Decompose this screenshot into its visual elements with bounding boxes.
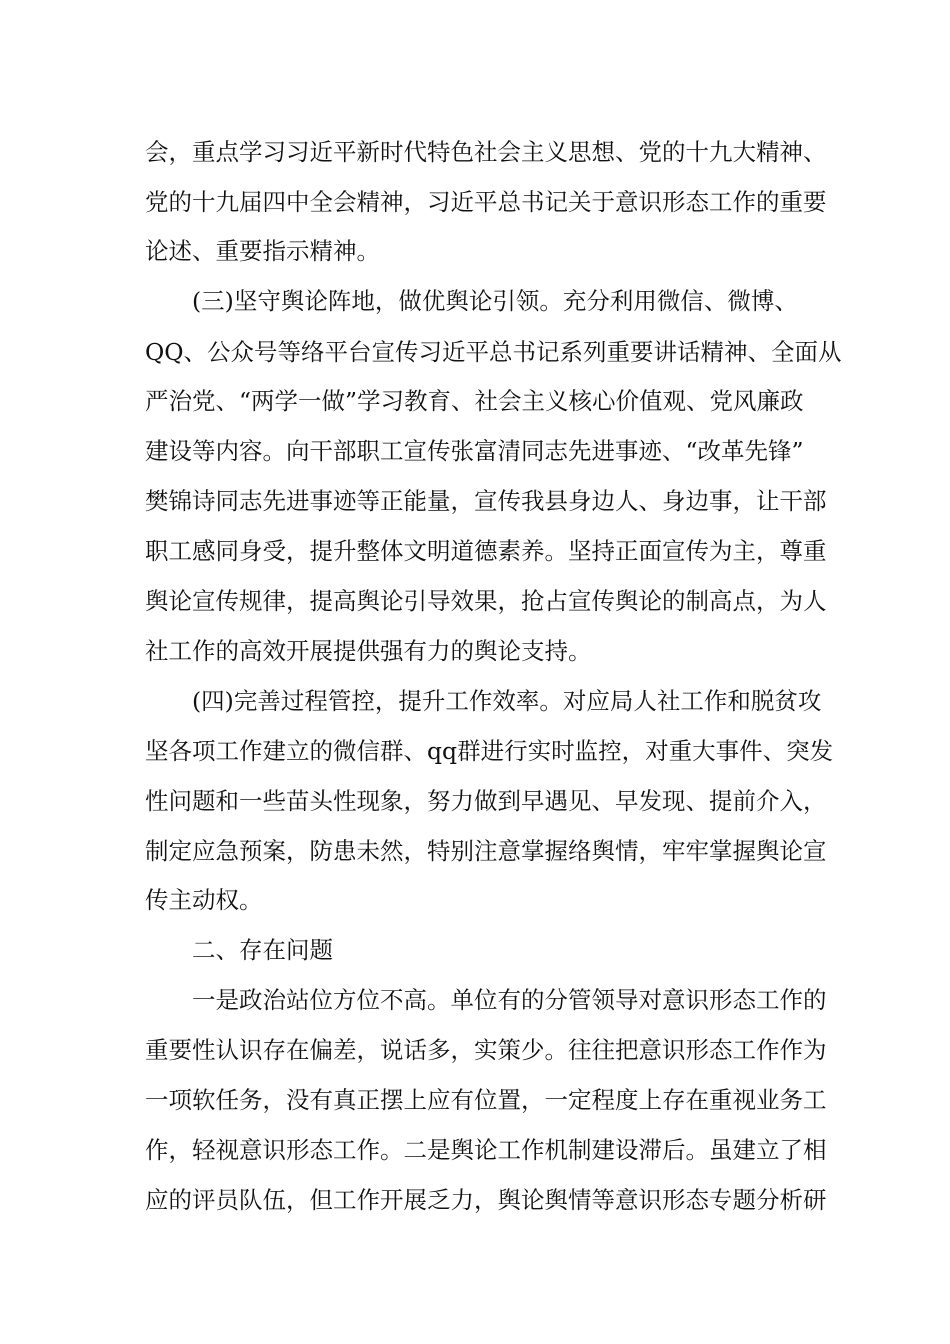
text-line: 舆论宣传规律，提高舆论引导效果，抢占宣传舆论的制高点，为人 bbox=[145, 587, 827, 615]
section-heading: 二、存在问题 bbox=[192, 936, 333, 964]
text-line: 会，重点学习习近平新时代特色社会主义思想、党的十九大精神、 bbox=[145, 138, 827, 166]
text-line: 作，轻视意识形态工作。二是舆论工作机制建设滞后。虽建立了相 bbox=[145, 1136, 827, 1164]
text-line: QQ、公众号等络平台宣传习近平总书记系列重要讲话精神、全面从 bbox=[145, 338, 842, 366]
text-line: 建设等内容。向干部职工宣传张富清同志先进事迹、“改革先锋” bbox=[145, 437, 804, 465]
text-line: 传主动权。 bbox=[145, 886, 263, 914]
text-line: 性问题和一些苗头性现象，努力做到早遇见、早发现、提前介入， bbox=[145, 787, 827, 815]
text-line: 应的评员队伍，但工作开展乏力，舆论舆情等意识形态专题分析研 bbox=[145, 1186, 827, 1214]
text-line: 严治党、“两学一做”学习教育、社会主义核心价值观、党风廉政 bbox=[145, 387, 804, 415]
text-line: 社工作的高效开展提供强有力的舆论支持。 bbox=[145, 637, 592, 665]
text-line: 重要性认识存在偏差，说话多，实策少。往往把意识形态工作作为 bbox=[145, 1036, 827, 1064]
text-line: 党的十九届四中全会精神，习近平总书记关于意识形态工作的重要 bbox=[145, 188, 827, 216]
text-line: 论述、重要指示精神。 bbox=[145, 237, 380, 265]
text-line: 樊锦诗同志先进事迹等正能量，宣传我县身边人、身边事，让干部 bbox=[145, 487, 827, 515]
text-line: 坚各项工作建立的微信群、qq群进行实时监控，对重大事件、突发 bbox=[145, 737, 834, 765]
paragraph-heading: (三)坚守舆论阵地，做优舆论引领。充分利用微信、微博、 bbox=[192, 287, 798, 315]
text-line: 职工感同身受，提升整体文明道德素养。坚持正面宣传为主，尊重 bbox=[145, 537, 827, 565]
paragraph-heading: (四)完善过程管控，提升工作效率。对应局人社工作和脱贫攻 bbox=[192, 687, 822, 715]
text-line: 制定应急预案，防患未然，特别注意掌握络舆情，牢牢掌握舆论宣 bbox=[145, 837, 827, 865]
text-line: 一是政治站位方位不高。单位有的分管领导对意识形态工作的 bbox=[192, 986, 827, 1014]
text-line: 一项软任务，没有真正摆上应有位置，一定程度上存在重视业务工 bbox=[145, 1086, 827, 1114]
